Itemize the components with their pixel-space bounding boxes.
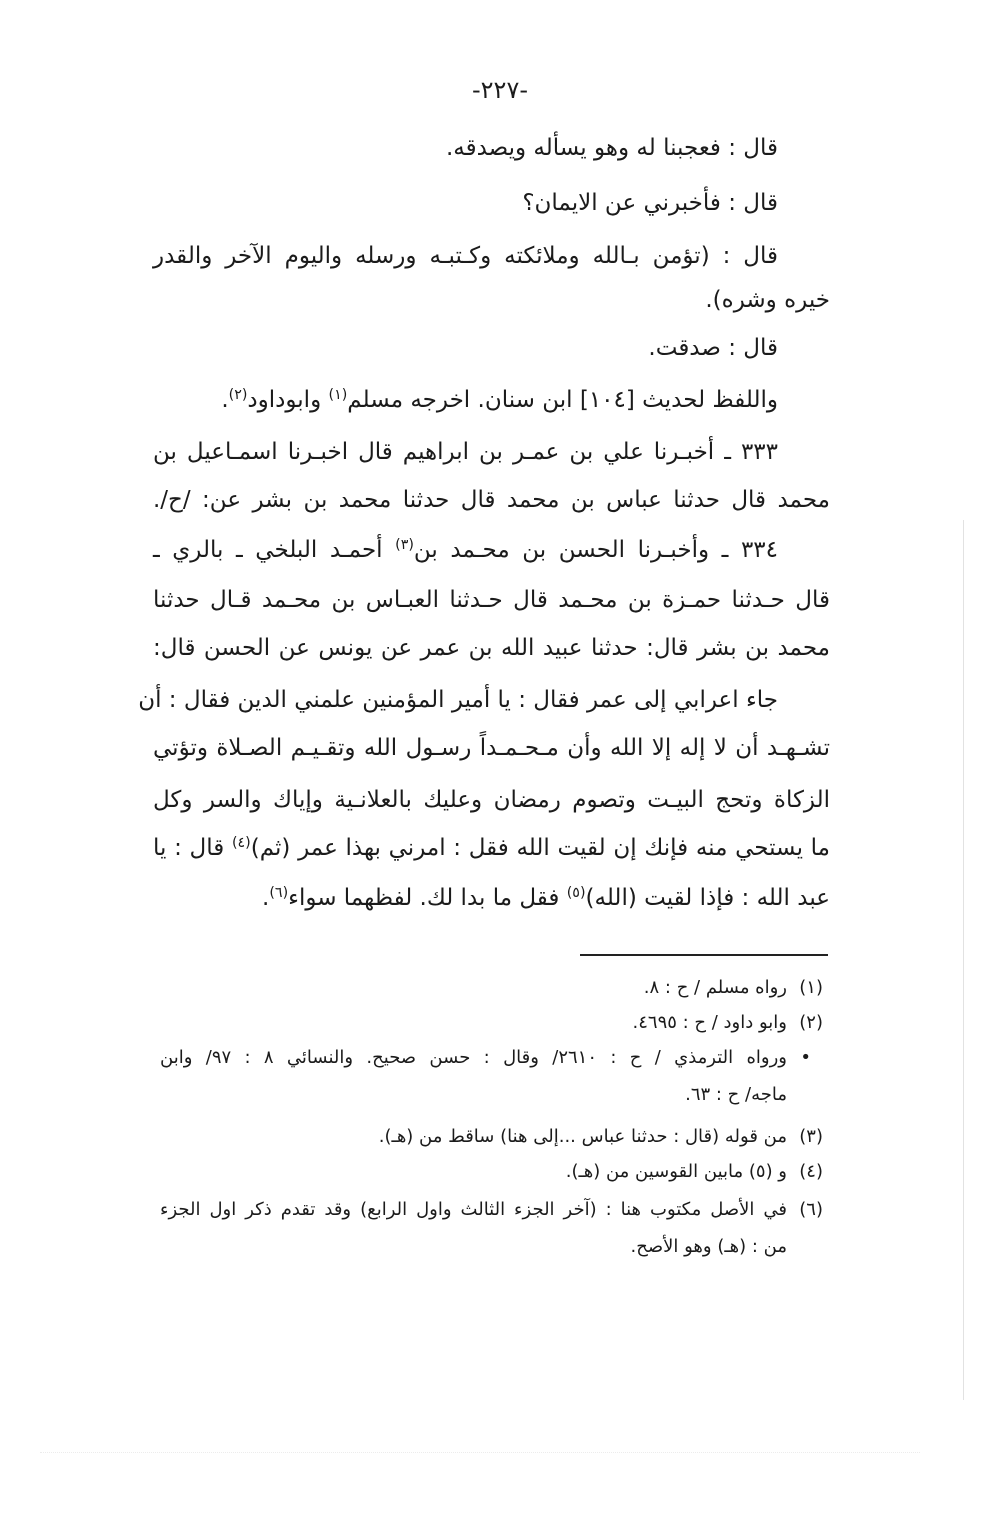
body-text: ما يستحي منه فإنك إن لقيت الله فقل : امرني بهذا عمر (ثم) [250, 835, 830, 861]
body-line: تشـهـد أن لا إله إلا الله وأن مـحـمـداً رسـول الله وتقـيـم الصـلاة وتؤتي [153, 735, 830, 761]
body-line: الزكاة وتحج البيـت وتصوم رمضان وعليك بالعلانـية وإياك والسر وكل [153, 787, 830, 813]
footnote-ref: (٣) [395, 537, 414, 554]
footnote-marker: (٦) [799, 1199, 823, 1220]
body-line [153, 383, 778, 417]
body-line: خيره وشره). [705, 287, 830, 313]
footnote-marker: (١) [799, 977, 823, 998]
footnote-text: من : (هـ) وهو الأصح. [630, 1236, 787, 1257]
body-text: . [262, 885, 270, 911]
footnote-ref: (١) [328, 387, 348, 404]
body-line: قال : (تؤمن بـالله وملائكته وكـتبـه ورسله واليوم الآخر والقدر [153, 243, 778, 269]
footnote-separator [580, 954, 828, 956]
footnote-ref: (٢) [228, 387, 248, 404]
footnote-marker: (٢) [799, 1012, 823, 1033]
footnote-text: من قوله (قال : حدثنا عباس ...إلى هنا) ساقط من (هـ). [378, 1126, 787, 1147]
page-number: -٢٢٧- [471, 76, 528, 104]
footnote-ref: (٤) [231, 835, 251, 852]
body-line: قال حـدثنا حمـزة بن محـمد قال حـدثنا العبـاس بن محـمد قـال حدثنا [153, 587, 830, 613]
body-text: واللفظ لحديث [١٠٤] ابن سنان. اخرجه مسلم [347, 387, 778, 413]
scan-edge-line [963, 520, 964, 1400]
body-line: قال : فأخبرني عن الايمان؟ [522, 190, 778, 216]
body-line: قال : فعجبنا له وهو يسأله ويصدقه. [445, 135, 778, 161]
body-line [153, 881, 830, 915]
body-text: فقل ما بدا لك. لفظهما سواء [288, 885, 567, 911]
body-text: وابوداود [247, 387, 329, 413]
footnote-text: ورواه الترمذي / ح : ٢٦١٠/ وقال : حسن صحيح. والنسائي ٨ : ٩٧/ وابن [160, 1047, 787, 1068]
body-text: . [221, 387, 229, 413]
footnote-ref: (٥) [566, 885, 586, 902]
footnote-ref: (٦) [269, 885, 289, 902]
footnote-text: وابو داود / ح : ٤٦٩٥. [632, 1012, 787, 1033]
body-line: محمد قال حدثنا عباس بن محمد قال حدثنا محمد بن بشر عن: /ح/. [153, 487, 830, 513]
body-text: عبد الله : فإذا لقيت (الله) [585, 885, 830, 911]
body-line [153, 831, 830, 865]
scan-noise [40, 1452, 920, 1453]
footnote-text: ماجه/ ح : ٦٣. [685, 1084, 787, 1105]
footnote-marker: (٣) [799, 1126, 823, 1147]
body-text: قال : يا [153, 835, 232, 861]
body-line: محمد بن بشر قال: حدثنا عبيد الله بن عمر عن يونس عن الحسن قال: [153, 635, 830, 661]
body-line: قال : صدقت. [648, 335, 778, 361]
body-text: أحمـد البلخي ـ بالري ـ [153, 537, 396, 563]
footnote-text: و (٥) مابين القوسين من (هـ). [565, 1161, 787, 1182]
body-line [153, 533, 778, 567]
footnote-marker: (٤) [799, 1161, 823, 1182]
body-text: ٣٣٤ ـ وأخبـرنا الحسن بن محـمد بن [413, 537, 779, 563]
footnote-text: في الأصل مكتوب هنا : (آخر الجزء الثالث واول الرابع) وقد تقدم ذكر اول الجزء [160, 1199, 787, 1220]
body-line: جاء اعرابي إلى عمر فقال : يا أمير المؤمنين علمني الدين فقال : أن [138, 687, 778, 713]
bullet-icon: • [800, 1047, 811, 1068]
footnote-text: رواه مسلم / ح : ٨. [643, 977, 787, 998]
body-line: ٣٣٣ ـ أخبـرنا علي بن عمـر بن ابراهيم قال اخبـرنا اسمـاعيل بن [153, 439, 778, 465]
